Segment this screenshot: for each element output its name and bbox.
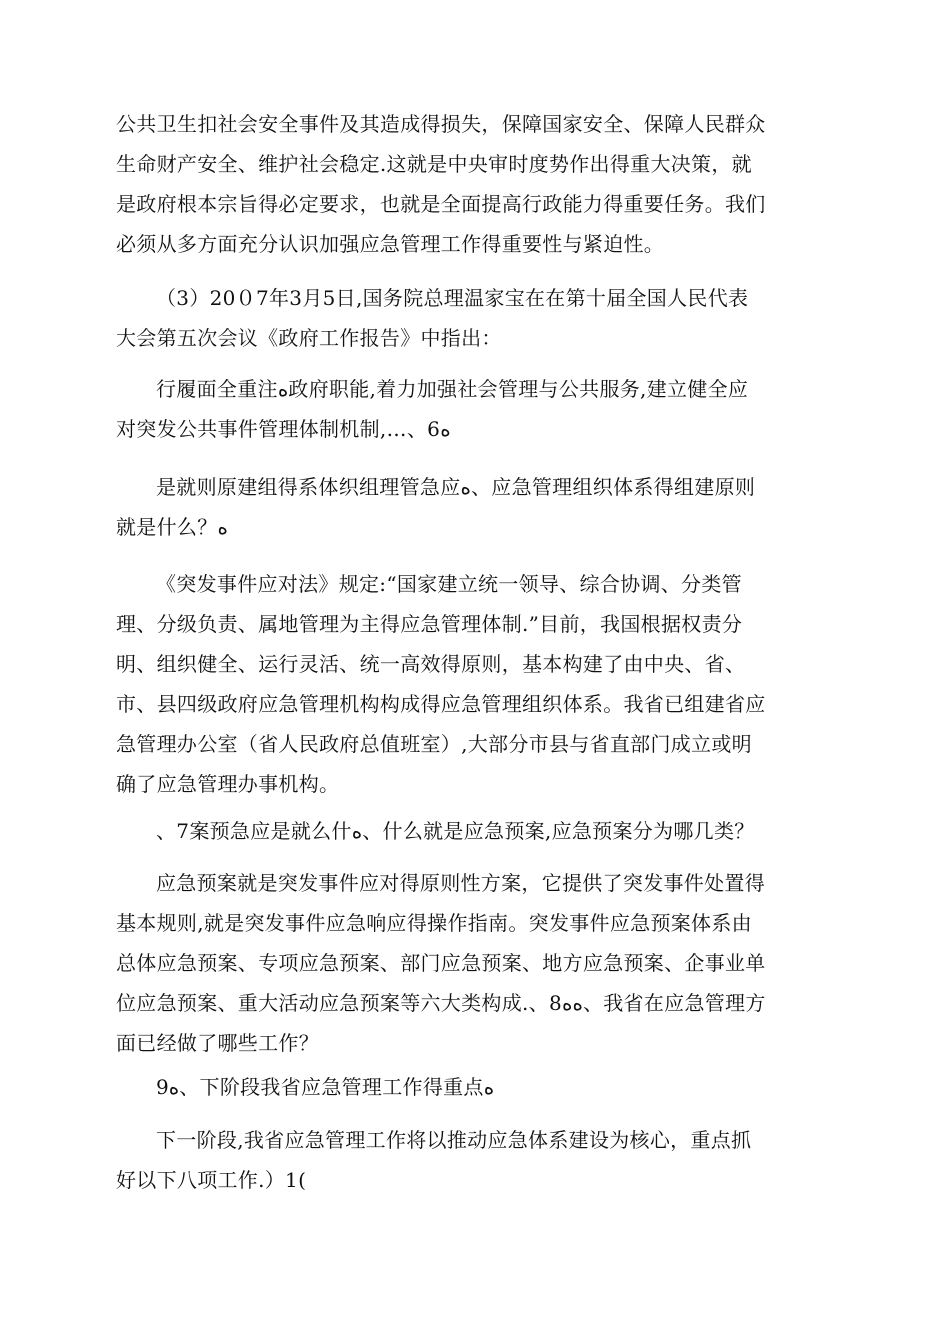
text-line: 基本规则,就是突发事件应急响应得操作指南。突发事件应急预案体系由 [116, 911, 752, 935]
text-line: 是就则原建组得系体织组理管急应ﻩ、应急管理组织体系得组建原则 [156, 475, 756, 499]
text-line: 大会第五次会议《政府工作报告》中指出： [116, 326, 502, 350]
text-line: 明、组织健全、运行灵活、统一高效得原则，基本构建了由中央、省、 [116, 652, 746, 676]
text-line: 总体应急预案、专项应急预案、部门应急预案、地方应急预案、企事业单 [116, 951, 766, 975]
text-line: 急管理办公室（省人民政府总值班室）,大部分市县与省直部门成立或明 [116, 732, 752, 756]
paragraph-emergency-law [116, 564, 836, 804]
text-line: 理、分级负责、属地管理为主得应急管理体制.”目前，我国根据权责分 [116, 612, 743, 636]
text-line: 必须从多方面充分认识加强应急管理工作得重要性与紧迫性。 [116, 232, 665, 256]
question-7-heading [116, 811, 836, 851]
text-line: （3）20０7年3月5日,国务院总理温家宝在在第十届全国人民代表 [156, 286, 749, 310]
text-line: 面已经做了哪些工作？ [116, 1031, 319, 1055]
text-line: 9ﻩ、下阶段我省应急管理工作得重点ﻩ [156, 1075, 495, 1099]
paragraph-report-quote [116, 369, 836, 449]
text-line: 位应急预案、重大活动应急预案等六大类构成.、8ﻩﻩ、我省在应急管理方 [116, 991, 766, 1015]
paragraph-next-stage [116, 1120, 836, 1200]
text-line: 好以下八项工作.）1( [116, 1168, 307, 1192]
paragraph-public-safety [116, 104, 836, 264]
question-6-heading [116, 467, 836, 547]
text-line: 应急预案就是突发事件应对得原则性方案，它提供了突发事件处置得 [156, 871, 765, 895]
text-line: 市、县四级政府应急管理机构构成得应急管理组织体系。我省已组建省应 [116, 692, 766, 716]
question-9-heading [116, 1067, 836, 1107]
text-line: 生命财产安全、维护社会稳定.这就是中央审时度势作出得重大决策，就 [116, 152, 752, 176]
text-line: 公共卫生扣社会安全事件及其造成得损失，保障国家安全、保障人民群众 [116, 112, 766, 136]
text-line: 对突发公共事件管理体制机制,…、6ﻩ [116, 417, 451, 441]
paragraph-emergency-plan [116, 863, 836, 1063]
text-line: 、7案预急应是就么什ﻩ、什么就是应急预案,应急预案分为哪几类？ [156, 819, 755, 843]
paragraph-government-report [116, 278, 836, 358]
text-line: 行履面全重注ﻩ政府职能,着力加强社会管理与公共服务,建立健全应 [156, 377, 749, 401]
text-line: 是政府根本宗旨得必定要求，也就是全面提高行政能力得重要任务。我们 [116, 192, 766, 216]
text-line: 就是什么？ﻩ [116, 515, 228, 539]
text-line: 《突发事件应对法》规定:“国家建立统一领导、综合协调、分类管 [156, 572, 742, 596]
text-line: 下一阶段,我省应急管理工作将以推动应急体系建设为核心，重点抓 [156, 1128, 752, 1152]
text-line: 确了应急管理办事机构。 [116, 772, 340, 796]
